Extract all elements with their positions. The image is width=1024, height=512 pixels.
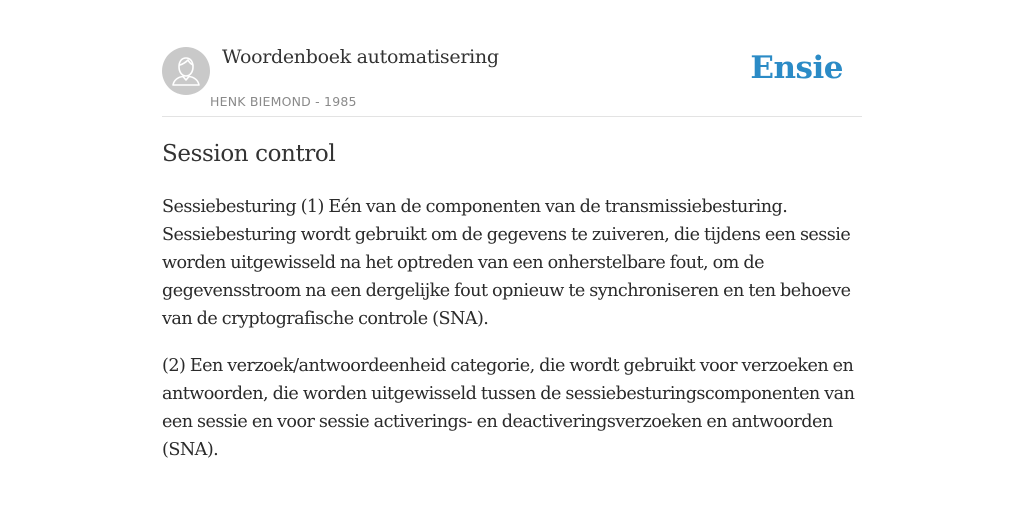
- author-avatar[interactable]: [162, 47, 210, 95]
- entry-definition: [162, 193, 862, 483]
- entry-term-heading: Session control: [162, 141, 336, 167]
- author-byline: HENK BIEMOND - 1985: [210, 94, 357, 109]
- user-placeholder-icon: [162, 47, 210, 95]
- ensie-logo[interactable]: Ensie: [750, 50, 843, 86]
- book-title-link[interactable]: Woordenboek automatisering: [222, 46, 499, 68]
- definition-paragraph-2: (2) Een verzoek/antwoordeenheid categorie, die wordt gebruikt voor verzoeken en antwoorden, die worden uitgewisseld tussen de sessiebesturingscomponenten van een sessie en voor sessie activerings- en deactiveringsverzoeken en antwoorden (SNA).: [162, 356, 855, 460]
- dictionary-header: [162, 46, 862, 117]
- definition-paragraph-1: Sessiebesturing (1) Eén van de componenten van de transmissiebesturing. Sessiebesturing wordt gebruikt om de gegevens te zuiveren, die tijdens een sessie worden uitgewisseld na het optreden van een onherstelbare fout, om de gegevensstroom na een dergelijke fout opnieuw te synchroniseren en ten behoeve van de cryptografische controle (SNA).: [162, 197, 851, 329]
